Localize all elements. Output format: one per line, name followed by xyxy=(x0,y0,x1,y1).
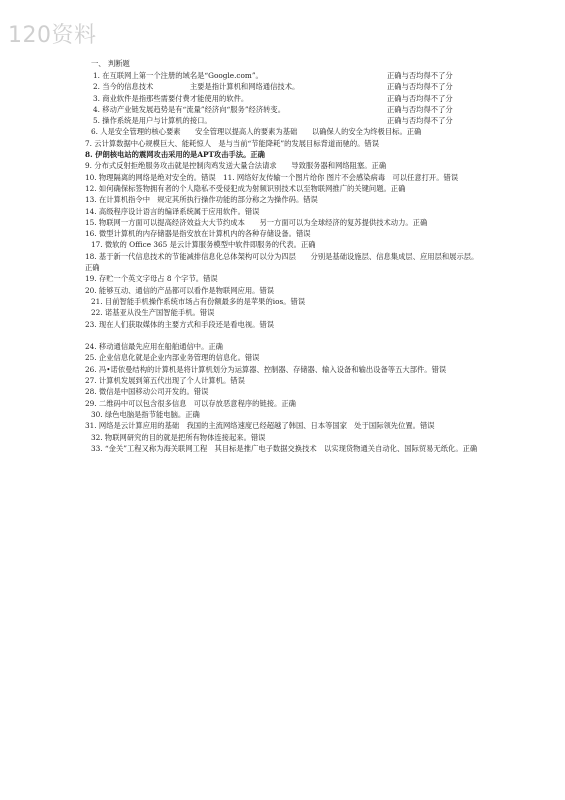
question-text: 3. 商业软件是指那些需要付费才能使用的软件。 xyxy=(93,93,249,103)
question-item xyxy=(85,104,485,115)
question-item: 7. 云计算数据中心规模巨大、能耗惊人 是与当前“节能降耗”的发展目标背道而驰的。错误 xyxy=(85,138,380,148)
question-item: 20. 能够互动、通信的产品都可以看作是物联网应用。错误 xyxy=(85,285,275,295)
watermark-logo: 120资料 xyxy=(8,23,97,48)
question-item: 28. 微信是中国移动公司开发的。错误 xyxy=(85,387,209,397)
question-item: 26. 冯•诺依曼结构的计算机是将计算机划分为运算器、控制器、存储器、输入设备和输出设备等五大部件。错误 xyxy=(85,364,447,374)
question-item: 27. 计算机发展到第五代出现了个人计算机。错误 xyxy=(85,376,245,386)
question-text: 4. 移动产业链发展趋势是有“流量”经济向“服务”经济转变。 xyxy=(93,104,286,114)
question-text: 2. 当今的信息技术 主要是指计算机和网络通信技术。 xyxy=(93,82,300,92)
answer-tag: 正确与否均得不了分 xyxy=(387,116,453,126)
question-item xyxy=(85,93,485,104)
question-item: 13. 在计算机指令中 规定其所执行操作功能的部分称之为操作码。错误 xyxy=(85,195,318,205)
section-heading: 一、 判断题 xyxy=(91,59,130,68)
question-item: 9. 分布式反射拒绝服务攻击就是控制肉鸡发送大量合法请求 导致服务器和网络阻塞。正确 xyxy=(85,161,387,171)
question-item: 19. 存贮一个英文字母占 8 个字节。错误 xyxy=(85,274,218,284)
answer-tag: 正确与否均得不了分 xyxy=(387,82,453,92)
question-item: 14. 高级程序设计语言的编译系统属于应用软件。错误 xyxy=(85,206,260,216)
question-item: 21. 目前智能手机操作系统市场占有份额最多的是苹果的ios。错误 xyxy=(91,296,306,306)
question-item: 33. “金关”工程又称为海关联网工程 其目标是推广电子数据交换技术 以实现货物通关自动化、国际贸易无纸化。正确 xyxy=(91,443,478,453)
answer-tag: 正确与否均得不了分 xyxy=(387,71,453,80)
question-item: 12. 如何确保标签物拥有者的个人隐私不受侵犯成为射频识别技术以至物联网推广的关键问题。正确 xyxy=(85,183,406,193)
question-item: 17. 微软的 Office 365 是云计算服务模型中软件即服务的代表。正确 xyxy=(91,240,316,250)
question-text: 5. 操作系统是用户与计算机的接口。 xyxy=(93,116,212,126)
question-item: 32. 物联网研究的目的就是把所有物体连接起来。错误 xyxy=(91,432,266,442)
question-item: 23. 现在人们获取媒体的主要方式和手段还是看电视。错误 xyxy=(85,319,275,329)
answer-tag: 正确与否均得不了分 xyxy=(387,104,453,114)
question-item xyxy=(85,115,485,126)
question-item: 24. 移动通信最先应用在船舶通信中。正确 xyxy=(85,342,223,352)
question-item: 30. 绿色电脑是指节能电脑。正确 xyxy=(91,409,200,419)
question-item: 25. 企业信息化就是企业内部业务管理的信息化。错误 xyxy=(85,353,260,363)
question-text: 1. 在互联网上第一个注册的域名是“Google.com”。 xyxy=(93,71,263,80)
question-item: 22. 诺基亚从没生产国智能手机。错误 xyxy=(91,308,215,318)
question-item: 29. 二维码中可以包含很多信息 可以存放恶意程序的链接。正确 xyxy=(85,398,296,408)
question-item xyxy=(85,81,485,92)
question-item xyxy=(85,70,485,81)
document-body xyxy=(85,58,485,454)
question-item: 16. 微型计算机的内存储器是指安放在计算机内的各种存储设备。错误 xyxy=(85,229,311,239)
question-item: 8. 伊朗核电站的震网攻击采用的是APT攻击手法。正确 xyxy=(85,150,265,160)
blank-line xyxy=(85,330,485,341)
question-item: 15. 物联网一方面可以提高经济效益大大节约成本 另一方面可以为全球经济的复苏提供技术动力。正确 xyxy=(85,217,428,227)
question-item: 10. 物理隔离的网络是绝对安全的。错误 11. 网络好友传输一个图片给你 图片不会感染病毒 可以任意打开。错误 xyxy=(85,172,459,182)
question-item: 6. 人是安全管理的核心要素 安全管理以提高人的要素为基础 以确保人的安全为终极目标。正确 xyxy=(91,127,422,137)
answer-tag: 正确与否均得不了分 xyxy=(387,93,453,103)
question-item: 31. 网络是云计算应用的基础 我国的主流网络速度已经超越了韩国、日本等国家 处于国际领先位置。错误 xyxy=(85,421,435,431)
question-item: 18. 基于新一代信息技术的节能减排信息化总体架构可以分为四层 分别是基础设施层、信息集成层、应用层和展示层。正确 xyxy=(85,251,479,273)
